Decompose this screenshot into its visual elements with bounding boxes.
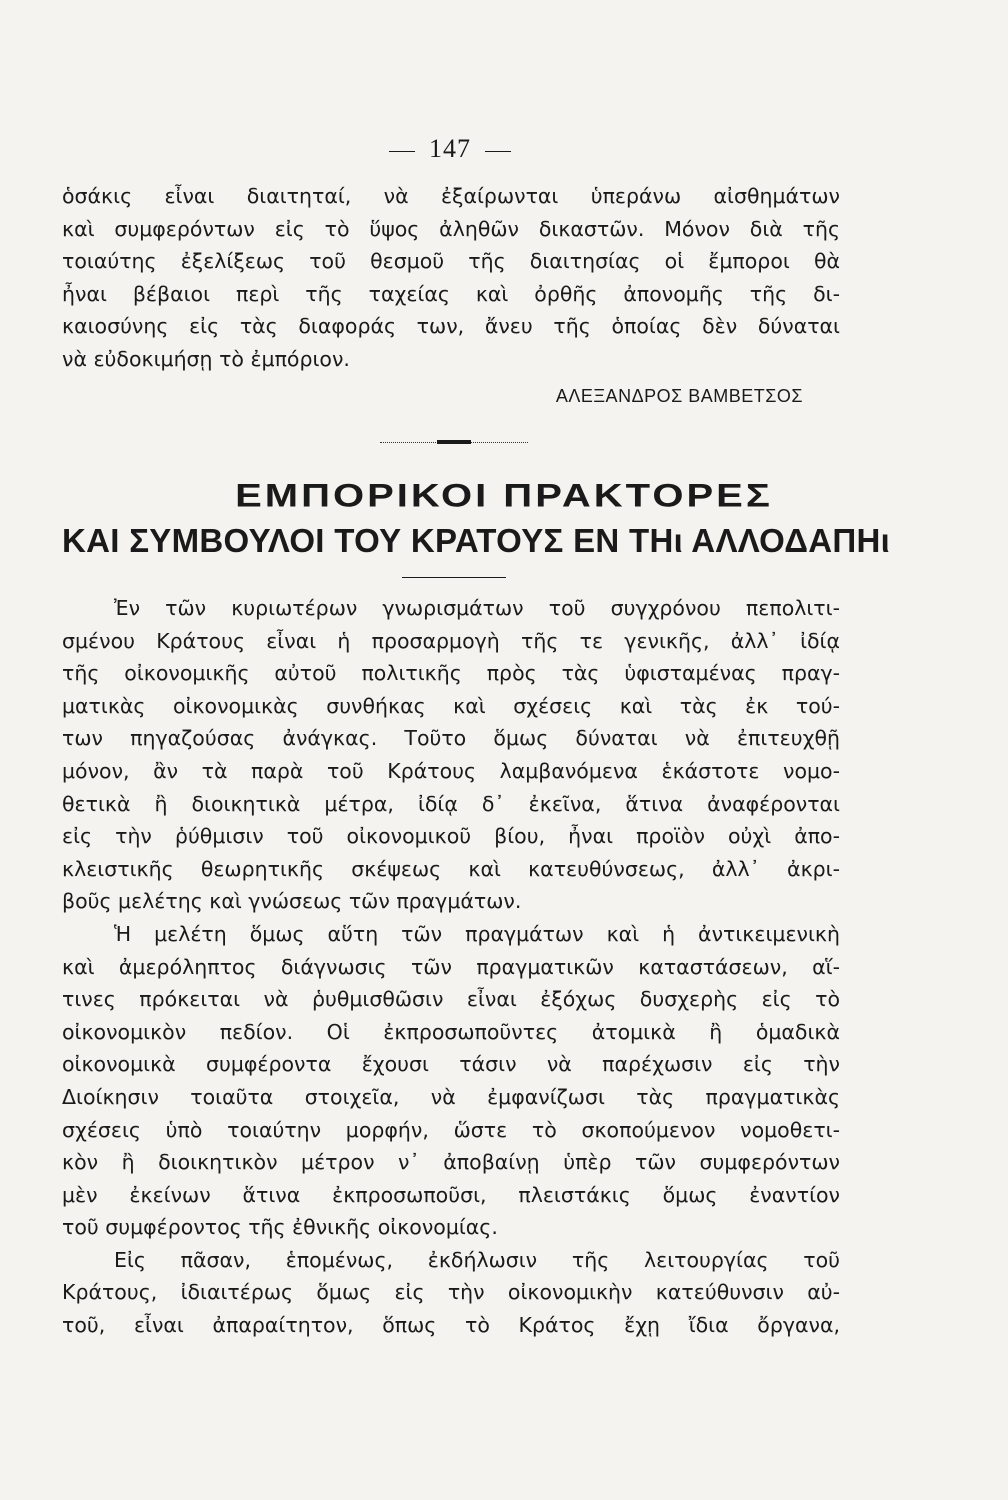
- text-line: σχέσεις ὑπὸ τοιαύτην μορφήν, ὥστε τὸ σκοπούμενον νομοθετι-: [62, 1117, 840, 1142]
- text-line: κλειστικῆς θεωρητικῆς σκέψεως καὶ κατευθύνσεως, ἀλλ᾽ ἀκρι-: [62, 856, 840, 881]
- page-number-dash-left: [389, 151, 415, 152]
- text-line: θετικὰ ἢ διοικητικὰ μέτρα, ἰδίᾳ δ᾽ ἐκεῖνα, ἅτινα ἀναφέρονται: [62, 791, 840, 816]
- text-line: Εἰς πᾶσαν, ἑπομένως, ἐκδήλωσιν τῆς λειτουργίας τοῦ: [114, 1247, 840, 1272]
- text-line: των πηγαζούσας ἀνάγκας. Τοῦτο ὅμως δύναται νὰ ἐπιτευχθῇ: [62, 726, 840, 751]
- closing-paragraph: [62, 180, 840, 376]
- text-line: τινες πρόκειται νὰ ῥυθμισθῶσιν εἶναι ἐξόχως δυσχερὴς εἰς τὸ: [62, 987, 840, 1012]
- text-line: Κράτους, ἰδιαιτέρως ὅμως εἰς τὴν οἰκονομικὴν κατεύθυνσιν αὐ-: [62, 1280, 840, 1305]
- section-separator: [380, 440, 528, 450]
- article-title-line1: ΕΜΠΟΡΙΚΟΙ ΠΡΑΚΤΟΡΕΣ: [235, 478, 773, 515]
- text-line: εἰς τὴν ῥύθμισιν τοῦ οἰκονομικοῦ βίου, ἦναι προϊὸν οὐχὶ ἀπο-: [62, 824, 840, 849]
- text-line: ματικὰς οἰκονομικὰς συνθήκας καὶ σχέσεις καὶ τὰς ἐκ τού-: [62, 693, 840, 718]
- text-line: Διοίκησιν τοιαῦτα στοιχεῖα, νὰ ἐμφανίζωσι τὰς πραγματικὰς: [62, 1084, 840, 1109]
- text-line: νὰ εὐδοκιμήσῃ τὸ ἐμπόριον.: [62, 346, 350, 371]
- text-line: μόνον, ἂν τὰ παρὰ τοῦ Κράτους λαμβανόμενα ἑκάστοτε νομο-: [62, 758, 840, 783]
- text-line: καὶ συμφερόντων εἰς τὸ ὕψος ἀληθῶν δικαστῶν. Μόνον διὰ τῆς: [62, 216, 840, 241]
- text-line: Ἡ μελέτη ὅμως αὕτη τῶν πραγμάτων καὶ ἡ ἀντικειμενικὴ: [114, 921, 840, 946]
- text-line: βοῦς μελέτης καὶ γνώσεως τῶν πραγμάτων.: [62, 889, 522, 914]
- text-line: καιοσύνης εἰς τὰς διαφοράς των, ἄνευ τῆς ὁποίας δὲν δύναται: [62, 314, 840, 339]
- page-number-value: 147: [429, 134, 471, 163]
- text-line: τοιαύτης ἐξελίξεως τοῦ θεσμοῦ τῆς διαιτησίας οἱ ἔμποροι θὰ: [62, 249, 840, 274]
- page-number-dash-right: [485, 151, 511, 152]
- text-line: οἰκονομικὰ συμφέροντα ἔχουσι τάσιν νὰ παρέχωσιν εἰς τὴν: [62, 1052, 840, 1077]
- text-line: οἰκονομικὸν πεδίον. Οἱ ἐκπροσωποῦντες ἀτομικὰ ἢ ὁμαδικὰ: [62, 1019, 840, 1044]
- text-line: τοῦ συμφέροντος τῆς ἐθνικῆς οἰκονομίας.: [62, 1215, 498, 1240]
- page-number: [0, 134, 900, 164]
- text-line: τοῦ, εἶναι ἀπαραίτητον, ὅπως τὸ Κράτος ἔχῃ ἴδια ὄργανα,: [62, 1313, 840, 1338]
- article-title-line2: ΚΑΙ ΣΥΜΒΟΥΛΟΙ ΤΟΥ ΚΡΑΤΟΥΣ ΕΝ ΤΗι ΑΛΛΟΔΑΠΗι: [62, 522, 891, 559]
- text-line: τῆς οἰκονομικῆς αὐτοῦ πολιτικῆς πρὸς τὰς ὑφισταμένας πραγ-: [62, 661, 840, 686]
- text-line: ἦναι βέβαιοι περὶ τῆς ταχείας καὶ ὀρθῆς ἀπονομῆς τῆς δι-: [62, 281, 840, 306]
- text-line: ὁσάκις εἶναι διαιτηταί, νὰ ἐξαίρωνται ὑπεράνω αἰσθημάτων: [62, 184, 840, 208]
- text-line: σμένου Κράτους εἶναι ἡ προσαρμογὴ τῆς τε γενικῆς, ἀλλ᾽ ἰδίᾳ: [62, 628, 840, 653]
- title-rule: [402, 577, 506, 578]
- author-signature: ΑΛΕΞΑΝΔΡΟΣ ΒΑΜΒΕΤΣΟΣ: [555, 386, 803, 406]
- article-body: [62, 592, 840, 1342]
- text-line: Ἐν τῶν κυριωτέρων γνωρισμάτων τοῦ συγχρόνου πεπολιτι-: [114, 596, 840, 620]
- text-line: κὸν ἢ διοικητικὸν μέτρον ν᾽ ἀποβαίνῃ ὑπὲρ τῶν συμφερόντων: [62, 1150, 840, 1175]
- text-line: καὶ ἀμερόληπτος διάγνωσις τῶν πραγματικῶν καταστάσεων, αἵ-: [62, 954, 840, 979]
- separator-bar: [437, 440, 471, 444]
- text-line: μὲν ἐκείνων ἅτινα ἐκπροσωποῦσι, πλειστάκις ὅμως ἐναντίον: [62, 1182, 840, 1207]
